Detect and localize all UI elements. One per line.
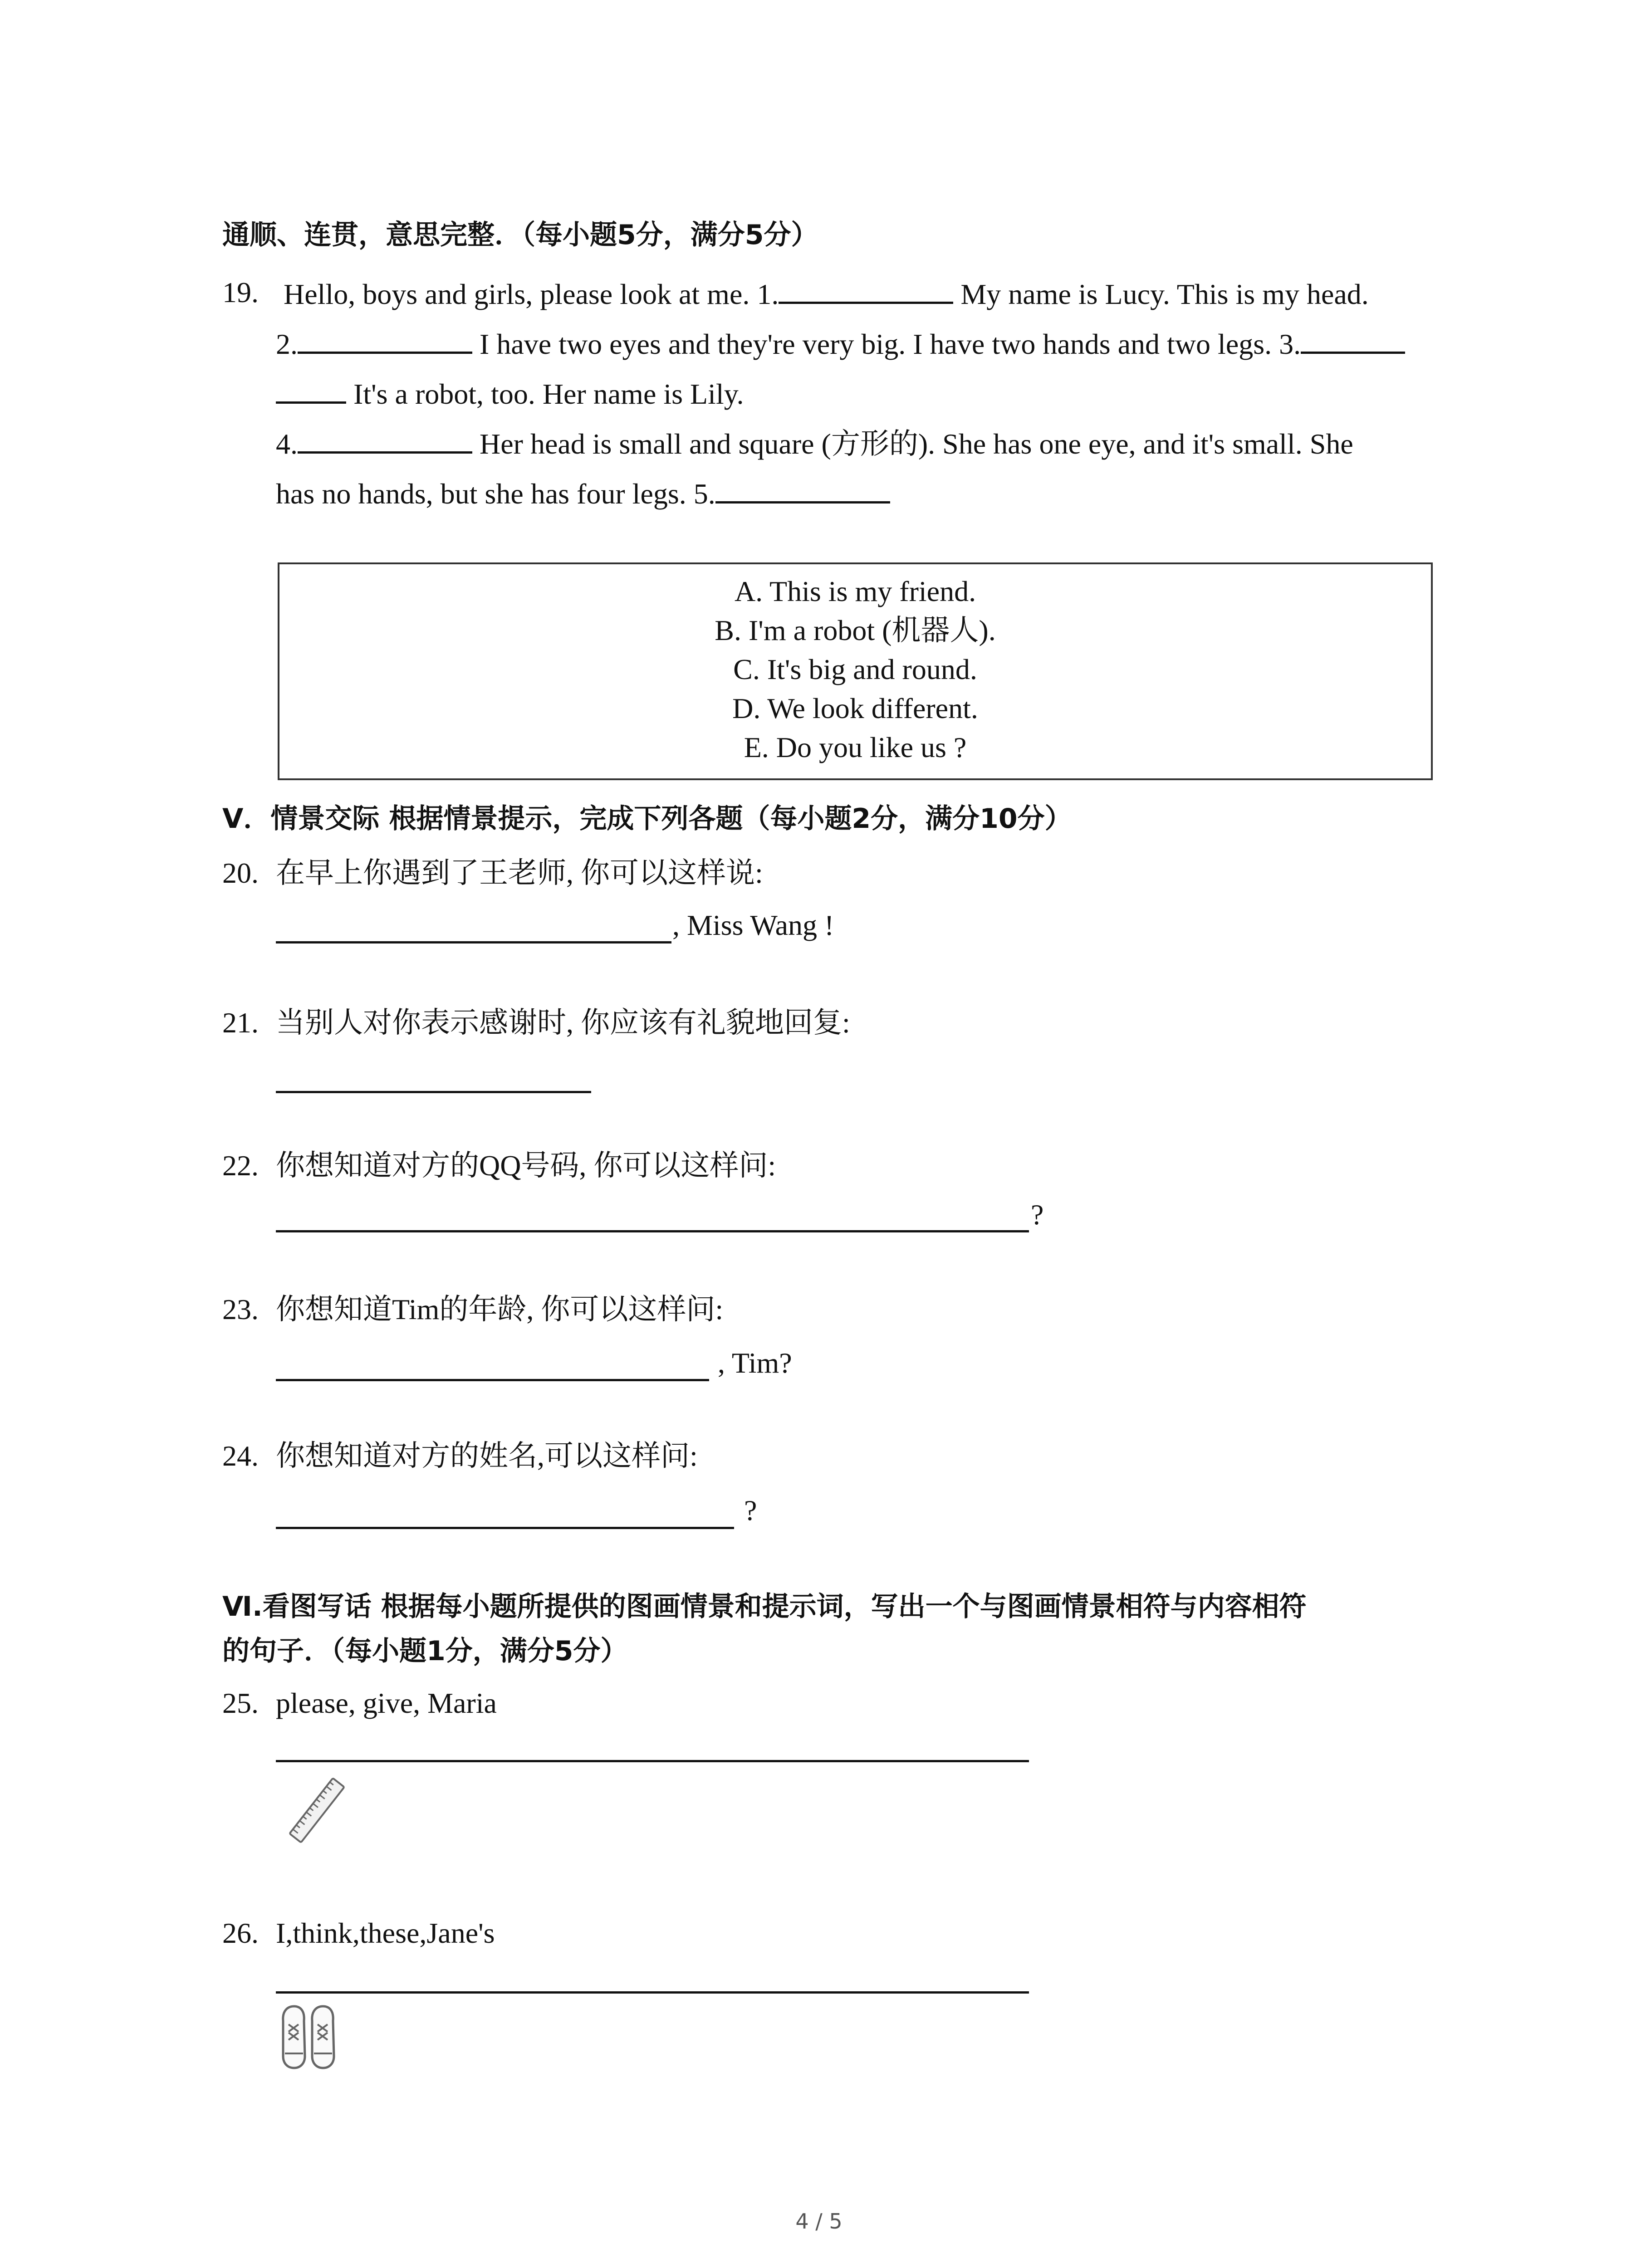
q19-line3-text: It's a robot, too. Her name is Lily. (353, 378, 744, 410)
q26-answer-line[interactable] (276, 1991, 1029, 1994)
q19-option-d: D. We look different. (732, 692, 978, 724)
q19-line2-text: I have two eyes and they're very big. I have two hands and two legs. 3. (480, 328, 1301, 360)
q19-blank-5[interactable] (715, 474, 890, 503)
q21-number: 21. (222, 1007, 259, 1039)
section-5-heading: Ⅴ．情景交际 根据情景提示，完成下列各题（每小题2分，满分10分） (222, 803, 1072, 835)
q19-option-a: A. This is my friend. (734, 575, 976, 607)
q24-prompt: 你想知道对方的姓名,可以这样问: (276, 1440, 698, 1472)
q25-number: 25. (222, 1687, 259, 1719)
q25-prompt: please, give, Maria (276, 1687, 497, 1719)
q19-line1 (284, 274, 1369, 313)
q24-number: 24. (222, 1440, 259, 1472)
q19-blank-1[interactable] (779, 274, 953, 304)
q19-line2 (276, 324, 1405, 362)
q22-answer-line[interactable] (276, 1230, 1029, 1232)
q23-number: 23. (222, 1293, 259, 1325)
q19-blank-3-part1[interactable] (1301, 324, 1405, 354)
q19-line4 (276, 424, 1353, 462)
q19-option-b: B. I'm a robot (机器人). (715, 614, 996, 646)
q19-line4-label: 4. (276, 428, 298, 460)
q22-answer-suffix: ? (1031, 1198, 1044, 1231)
q19-blank-4[interactable] (298, 424, 472, 454)
shoes-icon (278, 2003, 341, 2071)
q19-line3 (276, 374, 744, 412)
q26-prompt: I,think,these,Jane's (276, 1917, 495, 1949)
q26-number: 26. (222, 1917, 259, 1949)
section-6-heading-line1: Ⅵ.看图写话 根据每小题所提供的图画情景和提示词，写出一个与图画情景相符与内容相符 (222, 1591, 1307, 1623)
q20-answer-line[interactable] (276, 941, 671, 943)
q23-answer-line[interactable] (276, 1379, 709, 1381)
section-intro-heading: 通顺、连贯，意思完整．（每小题5分，满分5分） (222, 219, 818, 251)
q19-option-e: E. Do you like us ? (744, 731, 967, 763)
q23-answer-suffix: , Tim? (718, 1347, 792, 1379)
q20-prompt: 在早上你遇到了王老师, 你可以这样说: (276, 857, 763, 889)
q24-answer-suffix: ? (744, 1494, 757, 1526)
q22-number: 22. (222, 1149, 259, 1182)
q20-answer-suffix: , Miss Wang ! (672, 909, 834, 941)
q21-answer-line[interactable] (276, 1091, 591, 1093)
page-number: 4 / 5 (795, 2209, 843, 2234)
q19-line4-text: Her head is small and square (方形的). She has one eye, and it's small. She (480, 428, 1353, 460)
q19-line2-label: 2. (276, 328, 298, 360)
q19-blank-2[interactable] (298, 324, 472, 354)
q23-prompt: 你想知道Tim的年龄, 你可以这样问: (276, 1293, 724, 1325)
q19-line5-text: has no hands, but she has four legs. 5. (276, 478, 715, 510)
q19-option-c: C. It's big and round. (733, 653, 977, 685)
q19-line1-text-b: My name is Lucy. This is my head. (960, 278, 1369, 310)
q19-options-box (278, 562, 1433, 780)
q24-answer-line[interactable] (276, 1527, 734, 1529)
q19-line5 (276, 474, 890, 512)
ruler-icon (278, 1771, 357, 1851)
q19-number: 19. (222, 276, 259, 308)
q25-answer-line[interactable] (276, 1760, 1029, 1762)
section-6-heading-line2: 的句子．（每小题1分，满分5分） (222, 1635, 628, 1667)
q22-prompt: 你想知道对方的QQ号码, 你可以这样问: (276, 1149, 776, 1182)
q19-blank-3-part2[interactable] (276, 374, 346, 404)
q19-line1-text: Hello, boys and girls, please look at me. 1. (284, 278, 779, 310)
q21-prompt: 当别人对你表示感谢时, 你应该有礼貌地回复: (276, 1007, 850, 1039)
q20-number: 20. (222, 857, 259, 889)
